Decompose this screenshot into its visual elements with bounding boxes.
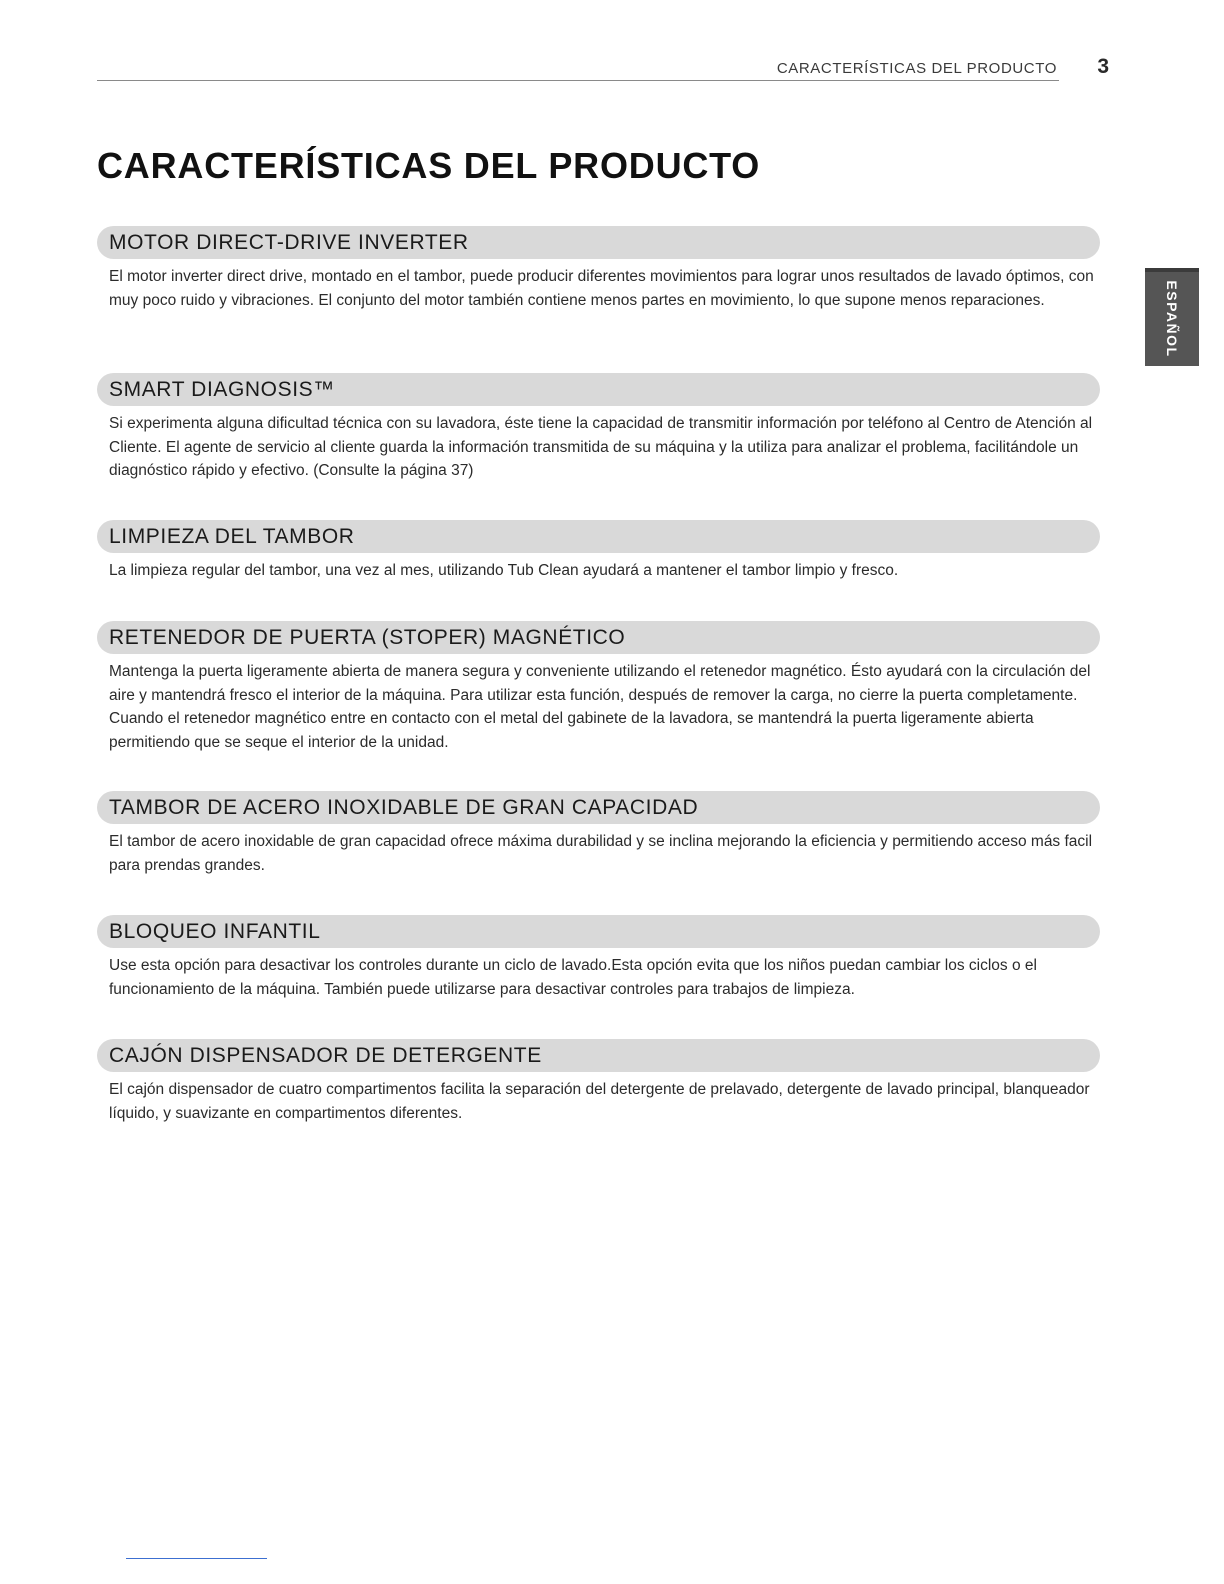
page-title: CARACTERÍSTICAS DEL PRODUCTO: [97, 145, 761, 186]
section-heading: CAJÓN DISPENSADOR DE DETERGENTE: [109, 1043, 542, 1067]
section-cajon-dispensador: [97, 1039, 1100, 1125]
section-bloqueo-infantil: [97, 915, 1100, 1001]
section-heading-bar: [97, 226, 1100, 259]
section-smart-diagnosis: [97, 373, 1100, 483]
section-text: El tambor de acero inoxidable de gran capacidad ofrece máxima durabilidad y se inclina mejorando la eficiencia y permitiendo acceso más facil para prendas grandes.: [109, 833, 1093, 874]
section-text: El cajón dispensador de cuatro compartimentos facilita la separación del detergente de prelavado, detergente de lavado principal, blanqueador líquido, y suavizante en compartimentos diferentes.: [109, 1081, 1090, 1122]
section-heading: MOTOR DIRECT-DRIVE INVERTER: [109, 230, 469, 254]
section-retenedor-puerta: [97, 621, 1100, 754]
running-header: [97, 52, 1109, 82]
section-motor-direct-drive: [97, 226, 1100, 312]
page-number: 3: [1097, 55, 1109, 78]
footer-rule: [126, 1558, 267, 1559]
language-tab-label: ESPAÑOL: [1164, 280, 1180, 358]
section-text: Use esta opción para desactivar los controles durante un ciclo de lavado.Esta opción evita que los niños puedan cambiar los ciclos o el funcionamiento de la máquina. También puede utilizarse para desactivar controles para trabajos de limpieza.: [109, 957, 1037, 998]
section-heading: RETENEDOR DE PUERTA (STOPER) MAGNÉTICO: [109, 625, 626, 649]
section-limpieza-tambor: [97, 520, 1100, 583]
section-heading: SMART DIAGNOSIS™: [109, 377, 335, 401]
section-heading: BLOQUEO INFANTIL: [109, 919, 321, 943]
section-text: Si experimenta alguna dificultad técnica con su lavadora, éste tiene la capacidad de transmitir información por teléfono al Centro de Atención al Cliente. El agente de servicio al cliente guarda la información transmitida de su máquina y la utiliza para analizar el problema, facilitándole un diagnóstico rápido y efectivo. (Consulte la página 37): [109, 415, 1093, 479]
section-text: Mantenga la puerta ligeramente abierta de manera segura y conveniente utilizando el retenedor magnético. Ésto ayudará con la circulación del aire y mantendrá fresco el interior de la máquina. Para utilizar esta función, después de remover la carga, no cierre la puerta completamente. Cuando el retenedor magnético entre en contacto con el metal del gabinete de la lavadora, se mantendrá la puerta ligeramente abierta permitiendo que se seque el interior de la unidad.: [109, 663, 1091, 751]
section-heading-bar: [97, 791, 1100, 824]
section-heading-bar: [97, 373, 1100, 406]
section-heading-bar: [97, 621, 1100, 654]
section-heading: TAMBOR DE ACERO INOXIDABLE DE GRAN CAPACIDAD: [109, 795, 699, 819]
section-heading-bar: [97, 915, 1100, 948]
language-tab: [1145, 268, 1199, 366]
section-heading: LIMPIEZA DEL TAMBOR: [109, 524, 355, 548]
section-text: El motor inverter direct drive, montado en el tambor, puede producir diferentes movimientos para lograr unos resultados de lavado óptimos, con muy poco ruido y vibraciones. El conjunto del motor también contiene menos partes en movimiento, lo que supone menos reparaciones.: [109, 268, 1094, 309]
section-text: La limpieza regular del tambor, una vez al mes, utilizando Tub Clean ayudará a mantener el tambor limpio y fresco.: [109, 562, 899, 579]
section-heading-bar: [97, 520, 1100, 553]
section-heading-bar: [97, 1039, 1100, 1072]
section-tambor-acero: [97, 791, 1100, 877]
running-header-title: CARACTERÍSTICAS DEL PRODUCTO: [776, 60, 1057, 77]
header-rule: [97, 80, 1059, 81]
